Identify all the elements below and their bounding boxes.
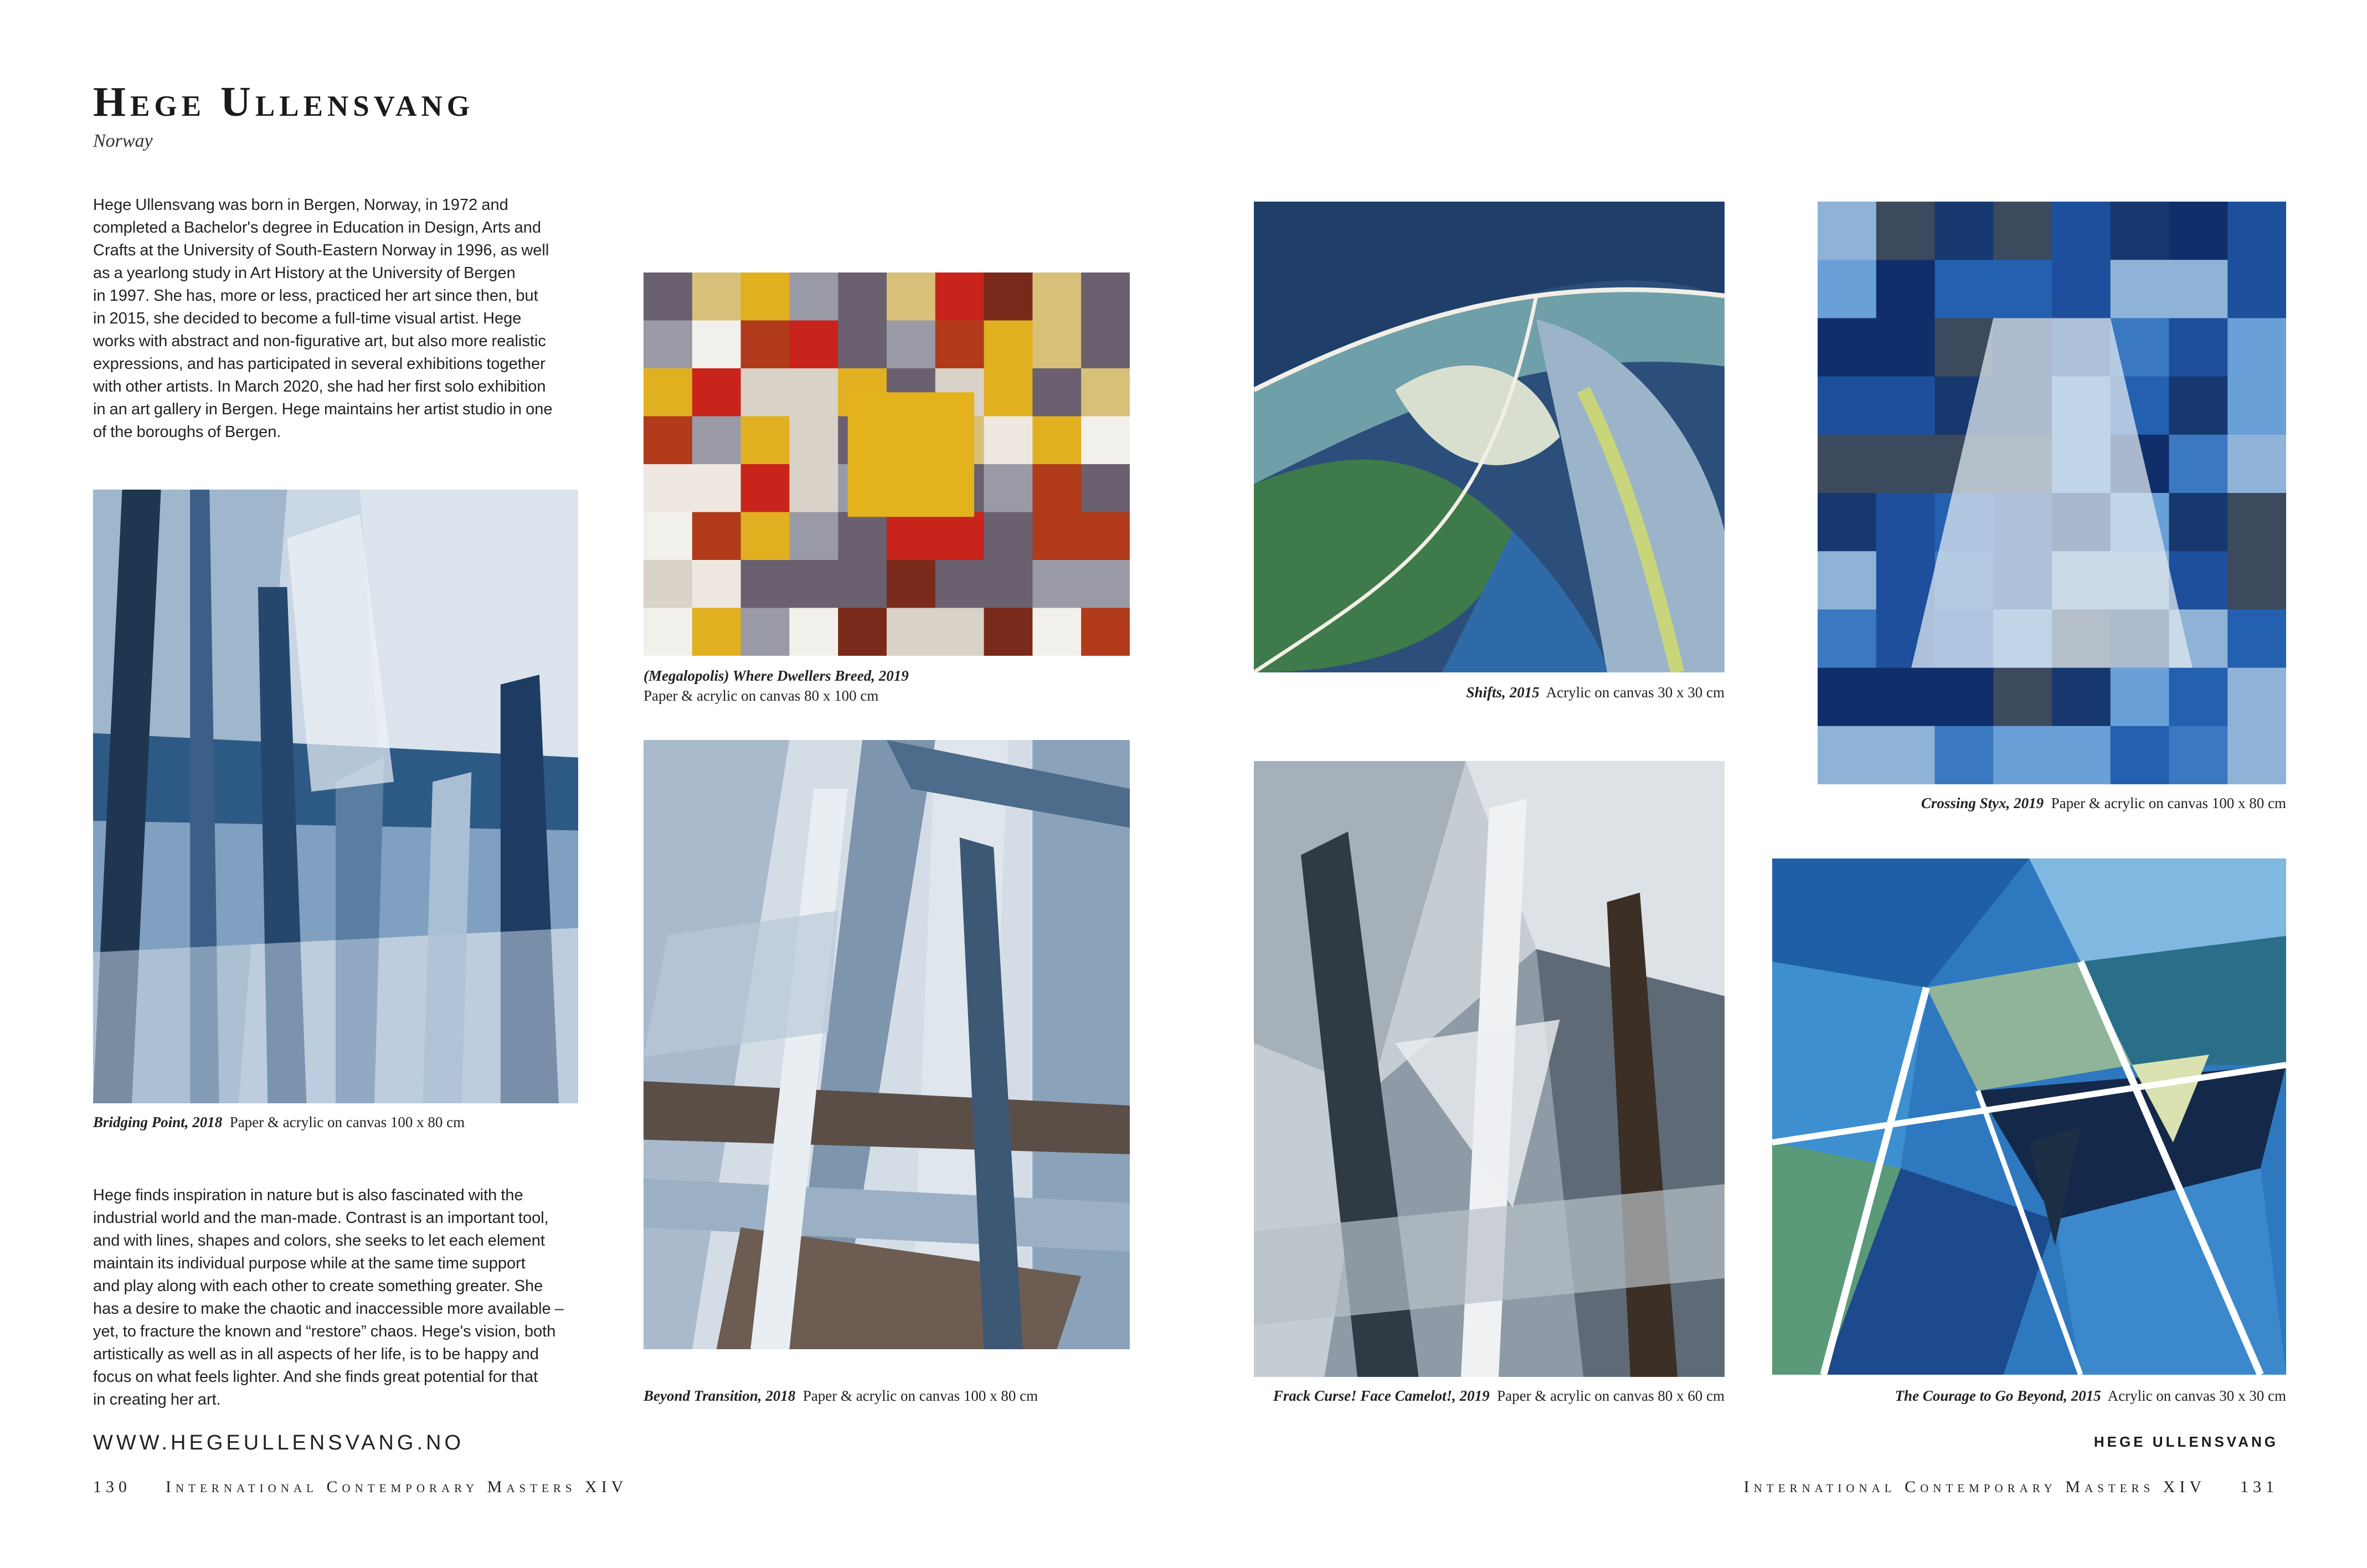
bio-line: of the boroughs of Bergen. — [93, 423, 281, 441]
bio-line: in an art gallery in Bergen. Hege maintains her artist studio in one — [93, 400, 553, 418]
bio-line: Hege finds inspiration in nature but is also fascinated with the — [93, 1186, 523, 1204]
bio-line: maintain its individual purpose while at the same time support — [93, 1255, 526, 1272]
artist-country: Norway — [93, 131, 153, 151]
artwork-frack-curse — [1254, 761, 1725, 1377]
bio-line: in 2015, she decided to become a full-time visual artist. Hege — [93, 310, 522, 327]
bio-line: expressions, and has participated in several exhibitions together — [93, 355, 546, 373]
bio-line: focus on what feels lighter. And she finds great potential for that — [93, 1368, 538, 1386]
caption-shifts: Shifts, 2015 Acrylic on canvas 30 x 30 cm — [1466, 684, 1725, 701]
caption-frack-curse: Frack Curse! Face Camelot!, 2019 Paper & acrylic on canvas 80 x 60 cm — [1273, 1387, 1725, 1404]
artist-website[interactable]: WWW.HEGEULLENSVANG.NO — [93, 1431, 465, 1454]
caption-beyond-transition: Beyond Transition, 2018 Paper & acrylic on canvas 100 x 80 cm — [644, 1387, 1038, 1404]
artwork-crossing-styx — [1818, 202, 2286, 784]
bio-paragraph-2 — [93, 1184, 591, 1411]
bio-line: Hege Ullensvang was born in Bergen, Norway, in 1972 and — [93, 196, 508, 214]
page-number-right: 131 — [2240, 1478, 2278, 1496]
caption-crossing-styx: Crossing Styx, 2019 Paper & acrylic on canvas 100 x 80 cm — [1921, 795, 2286, 811]
artwork-beyond-transition — [644, 740, 1130, 1349]
artwork-shifts — [1254, 202, 1725, 672]
artist-name: Hege Ullensvang — [93, 79, 474, 125]
caption-courage: The Courage to Go Beyond, 2015 Acrylic on canvas 30 x 30 cm — [1895, 1387, 2286, 1404]
bio-line: in creating her art. — [93, 1391, 221, 1408]
bio-line: with other artists. In March 2020, she had her first solo exhibition — [93, 378, 546, 395]
footer-left — [93, 1478, 627, 1497]
bio-line: Crafts at the University of South-Eastern Norway in 1996, as well — [93, 241, 549, 259]
caption-megalopolis: (Megalopolis) Where Dwellers Breed, 2019 Paper & acrylic on canvas 80 x 100 cm — [644, 667, 909, 704]
caption-bridging-point: Bridging Point, 2018 Paper & acrylic on canvas 100 x 80 cm — [93, 1114, 465, 1130]
artwork-bridging-point — [93, 490, 578, 1103]
bio-line: works with abstract and non-figurative art, but also more realistic — [93, 332, 546, 350]
bio-line: industrial world and the man-made. Contrast is an important tool, — [93, 1209, 549, 1227]
artwork-courage-to-go-beyond — [1772, 858, 2286, 1375]
footer-right — [1744, 1478, 2278, 1497]
running-head: HEGE ULLENSVANG — [2093, 1433, 2278, 1450]
bio-line: yet, to fracture the known and “restore” chaos. Hege's vision, both — [93, 1323, 556, 1340]
artwork-megalopolis — [644, 273, 1130, 656]
bio-line: completed a Bachelor's degree in Education in Design, Arts and — [93, 219, 542, 237]
publication-name-left: International Contemporary Masters XIV — [166, 1478, 628, 1496]
bio-line: and with lines, shapes and colors, she seeks to let each element — [93, 1232, 545, 1250]
bio-line: artistically as well as in all aspects of her life, is to be happy and — [93, 1345, 539, 1363]
bio-line: in 1997. She has, more or less, practiced her art since then, but — [93, 287, 538, 305]
bio-paragraph-1 — [93, 194, 591, 444]
bio-line: has a desire to make the chaotic and inaccessible more available – — [93, 1300, 564, 1318]
bio-line: and play along with each other to create something greater. She — [93, 1277, 543, 1295]
bio-line: as a yearlong study in Art History at the University of Bergen — [93, 264, 516, 282]
page-number-left: 130 — [93, 1478, 131, 1496]
publication-name-right: International Contemporary Masters XIV — [1743, 1478, 2206, 1496]
